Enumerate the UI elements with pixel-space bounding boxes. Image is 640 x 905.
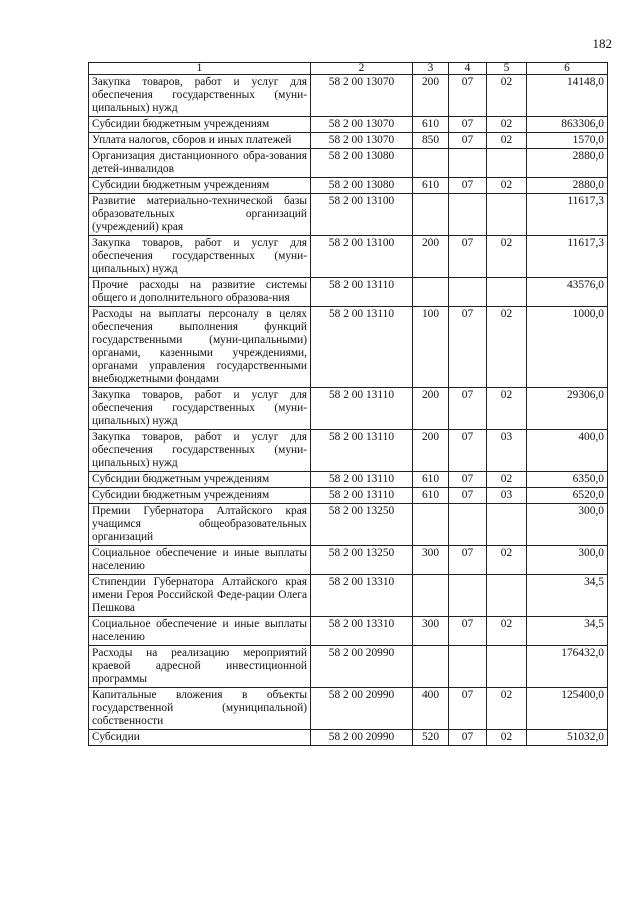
row-amount-cell: 43576,0 — [527, 278, 608, 307]
row-col4-cell — [449, 278, 487, 307]
table-row — [89, 133, 608, 149]
row-col4-cell — [449, 194, 487, 236]
row-name-cell: Прочие расходы на развитие системы общего и дополнительного образова-ния — [89, 278, 311, 307]
table-header-row — [89, 63, 608, 75]
row-amount-cell: 29306,0 — [527, 388, 608, 430]
row-name-cell: Уплата налогов, сборов и иных платежей — [89, 133, 311, 149]
row-col3-cell: 610 — [413, 178, 449, 194]
header-col-3: 3 — [413, 63, 449, 75]
row-code-cell: 58 2 00 13310 — [311, 575, 413, 617]
table-row — [89, 730, 608, 746]
table-row — [89, 236, 608, 278]
table-row — [89, 546, 608, 575]
row-code-cell: 58 2 00 13110 — [311, 488, 413, 504]
table-row — [89, 688, 608, 730]
row-col4-cell: 07 — [449, 388, 487, 430]
row-name-cell: Закупка товаров, работ и услуг для обеспечения государственных (муни-ципальных) нужд — [89, 236, 311, 278]
row-col5-cell: 02 — [487, 178, 527, 194]
table-row — [89, 646, 608, 688]
row-code-cell: 58 2 00 13110 — [311, 388, 413, 430]
row-col5-cell: 02 — [487, 730, 527, 746]
row-name-cell: Субсидии — [89, 730, 311, 746]
row-col4-cell — [449, 149, 487, 178]
row-name-cell: Субсидии бюджетным учреждениям — [89, 178, 311, 194]
row-name-cell: Стипендии Губернатора Алтайского края имени Героя Российской Феде-рации Олега Пешкова — [89, 575, 311, 617]
header-col-1: 1 — [89, 63, 311, 75]
row-code-cell: 58 2 00 13070 — [311, 117, 413, 133]
row-col3-cell: 850 — [413, 133, 449, 149]
row-name-cell: Расходы на выплаты персоналу в целях обеспечения выполнения функций государственными (муни-ципальными) органами, казенными учреждениями, органами управления государственными внебюджетными фондами — [89, 307, 311, 388]
row-code-cell: 58 2 00 20990 — [311, 730, 413, 746]
table-row — [89, 388, 608, 430]
row-col4-cell — [449, 575, 487, 617]
row-code-cell: 58 2 00 13080 — [311, 149, 413, 178]
table-row — [89, 617, 608, 646]
header-col-5: 5 — [487, 63, 527, 75]
row-name-cell: Капитальные вложения в объекты государственной (муниципальной) собственности — [89, 688, 311, 730]
row-col5-cell: 02 — [487, 688, 527, 730]
row-name-cell: Развитие материально-технической базы образовательных организаций (учреждений) края — [89, 194, 311, 236]
row-amount-cell: 2880,0 — [527, 178, 608, 194]
row-col4-cell: 07 — [449, 730, 487, 746]
table-row — [89, 75, 608, 117]
row-code-cell: 58 2 00 13110 — [311, 472, 413, 488]
row-code-cell: 58 2 00 13310 — [311, 617, 413, 646]
table-row — [89, 194, 608, 236]
row-col4-cell: 07 — [449, 133, 487, 149]
page-number: 182 — [592, 36, 612, 51]
row-amount-cell: 1570,0 — [527, 133, 608, 149]
row-col4-cell — [449, 646, 487, 688]
row-col3-cell: 610 — [413, 488, 449, 504]
row-col4-cell: 07 — [449, 472, 487, 488]
row-col3-cell: 520 — [413, 730, 449, 746]
row-col5-cell: 02 — [487, 617, 527, 646]
table-row — [89, 504, 608, 546]
row-col5-cell: 02 — [487, 472, 527, 488]
row-amount-cell: 34,5 — [527, 575, 608, 617]
row-amount-cell: 2880,0 — [527, 149, 608, 178]
row-col3-cell: 400 — [413, 688, 449, 730]
row-col3-cell: 100 — [413, 307, 449, 388]
row-amount-cell: 176432,0 — [527, 646, 608, 688]
row-name-cell: Расходы на реализацию мероприятий краевой адресной инвестиционной программы — [89, 646, 311, 688]
row-col4-cell: 07 — [449, 688, 487, 730]
row-amount-cell: 6350,0 — [527, 472, 608, 488]
row-amount-cell: 1000,0 — [527, 307, 608, 388]
table-row — [89, 430, 608, 472]
row-amount-cell: 11617,3 — [527, 236, 608, 278]
table-row — [89, 307, 608, 388]
row-name-cell: Премии Губернатора Алтайского края учащимся общеобразовательных организаций — [89, 504, 311, 546]
row-col3-cell: 300 — [413, 617, 449, 646]
row-name-cell: Закупка товаров, работ и услуг для обеспечения государственных (муни-ципальных) нужд — [89, 75, 311, 117]
row-code-cell: 58 2 00 13070 — [311, 133, 413, 149]
row-col3-cell: 610 — [413, 117, 449, 133]
row-col5-cell: 02 — [487, 236, 527, 278]
row-code-cell: 58 2 00 13110 — [311, 307, 413, 388]
row-amount-cell: 125400,0 — [527, 688, 608, 730]
row-col5-cell — [487, 575, 527, 617]
row-col5-cell: 02 — [487, 307, 527, 388]
row-col4-cell: 07 — [449, 430, 487, 472]
row-amount-cell: 51032,0 — [527, 730, 608, 746]
row-code-cell: 58 2 00 13110 — [311, 278, 413, 307]
row-col4-cell: 07 — [449, 307, 487, 388]
row-col4-cell — [449, 504, 487, 546]
row-col3-cell — [413, 278, 449, 307]
row-code-cell: 58 2 00 13250 — [311, 546, 413, 575]
row-col3-cell: 200 — [413, 236, 449, 278]
table-row — [89, 149, 608, 178]
row-col3-cell: 300 — [413, 546, 449, 575]
row-col5-cell: 02 — [487, 75, 527, 117]
table-row — [89, 488, 608, 504]
row-name-cell: Закупка товаров, работ и услуг для обеспечения государственных (муни-ципальных) нужд — [89, 388, 311, 430]
row-col3-cell: 200 — [413, 430, 449, 472]
row-col4-cell: 07 — [449, 75, 487, 117]
row-name-cell: Субсидии бюджетным учреждениям — [89, 488, 311, 504]
row-col4-cell: 07 — [449, 546, 487, 575]
row-amount-cell: 863306,0 — [527, 117, 608, 133]
row-code-cell: 58 2 00 20990 — [311, 646, 413, 688]
row-col5-cell — [487, 149, 527, 178]
row-name-cell: Организация дистанционного обра-зования детей-инвалидов — [89, 149, 311, 178]
header-col-4: 4 — [449, 63, 487, 75]
row-col4-cell: 07 — [449, 236, 487, 278]
row-amount-cell: 34,5 — [527, 617, 608, 646]
row-col4-cell: 07 — [449, 617, 487, 646]
row-amount-cell: 300,0 — [527, 546, 608, 575]
row-name-cell: Субсидии бюджетным учреждениям — [89, 117, 311, 133]
row-name-cell: Субсидии бюджетным учреждениям — [89, 472, 311, 488]
row-code-cell: 58 2 00 13070 — [311, 75, 413, 117]
row-col3-cell — [413, 504, 449, 546]
row-code-cell: 58 2 00 20990 — [311, 688, 413, 730]
row-name-cell: Социальное обеспечение и иные выплаты населению — [89, 617, 311, 646]
row-col3-cell — [413, 575, 449, 617]
row-amount-cell: 6520,0 — [527, 488, 608, 504]
table-body — [89, 75, 608, 746]
row-col5-cell: 03 — [487, 488, 527, 504]
header-col-2: 2 — [311, 63, 413, 75]
row-col3-cell — [413, 149, 449, 178]
row-code-cell: 58 2 00 13080 — [311, 178, 413, 194]
row-name-cell: Социальное обеспечение и иные выплаты населению — [89, 546, 311, 575]
table-row — [89, 117, 608, 133]
row-amount-cell: 11617,3 — [527, 194, 608, 236]
row-col3-cell: 610 — [413, 472, 449, 488]
row-col5-cell: 03 — [487, 430, 527, 472]
row-col5-cell: 02 — [487, 117, 527, 133]
row-code-cell: 58 2 00 13110 — [311, 430, 413, 472]
row-name-cell: Закупка товаров, работ и услуг для обеспечения государственных (муни-ципальных) нужд — [89, 430, 311, 472]
row-col5-cell: 02 — [487, 388, 527, 430]
row-col5-cell — [487, 278, 527, 307]
row-col5-cell — [487, 504, 527, 546]
budget-table — [88, 62, 608, 746]
row-col3-cell — [413, 646, 449, 688]
row-col4-cell: 07 — [449, 178, 487, 194]
row-col5-cell: 02 — [487, 133, 527, 149]
table-row — [89, 178, 608, 194]
row-code-cell: 58 2 00 13100 — [311, 236, 413, 278]
row-col3-cell — [413, 194, 449, 236]
row-amount-cell: 300,0 — [527, 504, 608, 546]
row-col3-cell: 200 — [413, 388, 449, 430]
row-amount-cell: 14148,0 — [527, 75, 608, 117]
row-code-cell: 58 2 00 13100 — [311, 194, 413, 236]
header-col-6: 6 — [527, 63, 608, 75]
row-amount-cell: 400,0 — [527, 430, 608, 472]
table-row — [89, 472, 608, 488]
table-row — [89, 575, 608, 617]
row-col5-cell — [487, 194, 527, 236]
row-col3-cell: 200 — [413, 75, 449, 117]
row-col5-cell — [487, 646, 527, 688]
row-code-cell: 58 2 00 13250 — [311, 504, 413, 546]
row-col5-cell: 02 — [487, 546, 527, 575]
row-col4-cell: 07 — [449, 117, 487, 133]
table-row — [89, 278, 608, 307]
row-col4-cell: 07 — [449, 488, 487, 504]
